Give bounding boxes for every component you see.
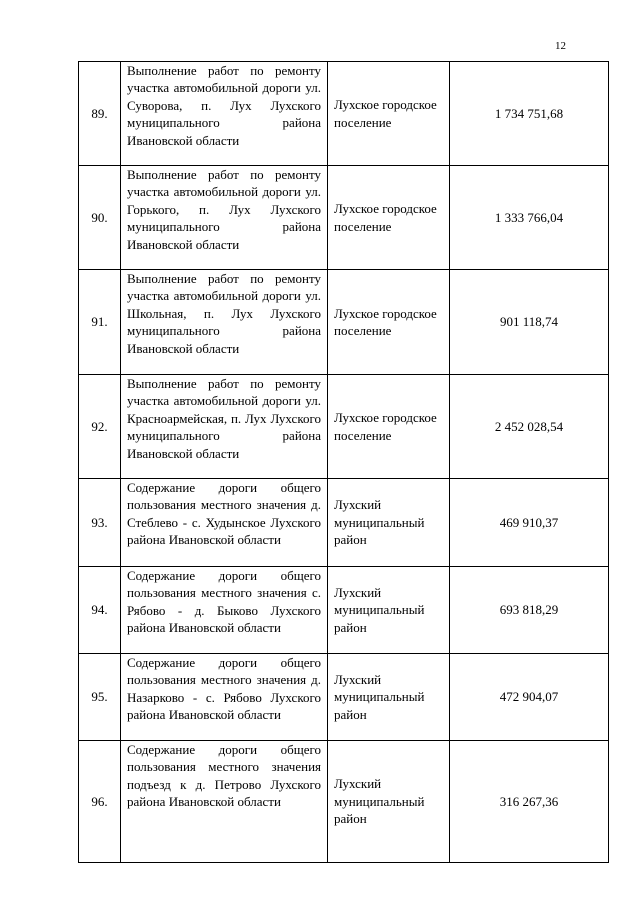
amount-value: 1 734 751,68 xyxy=(450,62,609,166)
work-description xyxy=(121,375,328,479)
organization-name: Лухское городское поселение xyxy=(328,375,450,479)
organization-name: Лухское городское поселение xyxy=(328,270,450,375)
table-row xyxy=(79,270,609,375)
organization-name: Лухский муниципальный район xyxy=(328,741,450,863)
table-row xyxy=(79,741,609,863)
work-description xyxy=(121,166,328,270)
work-description-text: Содержание дороги общего пользования местного значения подъезд к д. Петрово Лухского района Ивановской области xyxy=(127,742,321,810)
row-number: 90. xyxy=(79,166,121,270)
row-number: 92. xyxy=(79,375,121,479)
row-number: 96. xyxy=(79,741,121,863)
amount-value: 472 904,07 xyxy=(450,654,609,741)
work-description-text: Выполнение работ по ремонту участка автомобильной дороги ул. Школьная, п. Лух Лухского муниципального района Ивановской области xyxy=(127,271,321,356)
amount-value: 693 818,29 xyxy=(450,567,609,654)
amount-value: 1 333 766,04 xyxy=(450,166,609,270)
row-number: 95. xyxy=(79,654,121,741)
organization-name: Лухский муниципальный район xyxy=(328,654,450,741)
organization-name: Лухское городское поселение xyxy=(328,62,450,166)
page-number: 12 xyxy=(555,40,566,52)
table-row xyxy=(79,62,609,166)
work-description xyxy=(121,654,328,741)
table-row xyxy=(79,654,609,741)
work-description xyxy=(121,270,328,375)
table-row xyxy=(79,375,609,479)
amount-value: 469 910,37 xyxy=(450,479,609,567)
work-description-text: Выполнение работ по ремонту участка автомобильной дороги ул. Горького, п. Лух Лухского муниципального района Ивановской области xyxy=(127,167,321,252)
organization-name: Лухский муниципальный район xyxy=(328,479,450,567)
work-description xyxy=(121,567,328,654)
table-row xyxy=(79,166,609,270)
work-description xyxy=(121,479,328,567)
row-number: 91. xyxy=(79,270,121,375)
table-row xyxy=(79,479,609,567)
table-row xyxy=(79,567,609,654)
work-description xyxy=(121,741,328,863)
work-description-text: Содержание дороги общего пользования местного значения д. Назарково - с. Рябово Лухского района Ивановской области xyxy=(127,655,321,723)
amount-value: 901 118,74 xyxy=(450,270,609,375)
work-description-text: Содержание дороги общего пользования местного значения с. Рябово - д. Быково Лухского района Ивановской области xyxy=(127,568,321,636)
amount-value: 2 452 028,54 xyxy=(450,375,609,479)
row-number: 93. xyxy=(79,479,121,567)
row-number: 89. xyxy=(79,62,121,166)
work-description xyxy=(121,62,328,166)
organization-name: Лухское городское поселение xyxy=(328,166,450,270)
work-description-text: Выполнение работ по ремонту участка автомобильной дороги ул. Красноармейская, п. Лух Лухского муниципального района Ивановской области xyxy=(127,376,321,461)
work-description-text: Содержание дороги общего пользования местного значения д. Стеблево - с. Худынское Лухского района Ивановской области xyxy=(127,480,321,548)
works-table xyxy=(78,61,609,863)
amount-value: 316 267,36 xyxy=(450,741,609,863)
row-number: 94. xyxy=(79,567,121,654)
work-description-text: Выполнение работ по ремонту участка автомобильной дороги ул. Суворова, п. Лух Лухского муниципального района Ивановской области xyxy=(127,63,321,148)
organization-name: Лухский муниципальный район xyxy=(328,567,450,654)
